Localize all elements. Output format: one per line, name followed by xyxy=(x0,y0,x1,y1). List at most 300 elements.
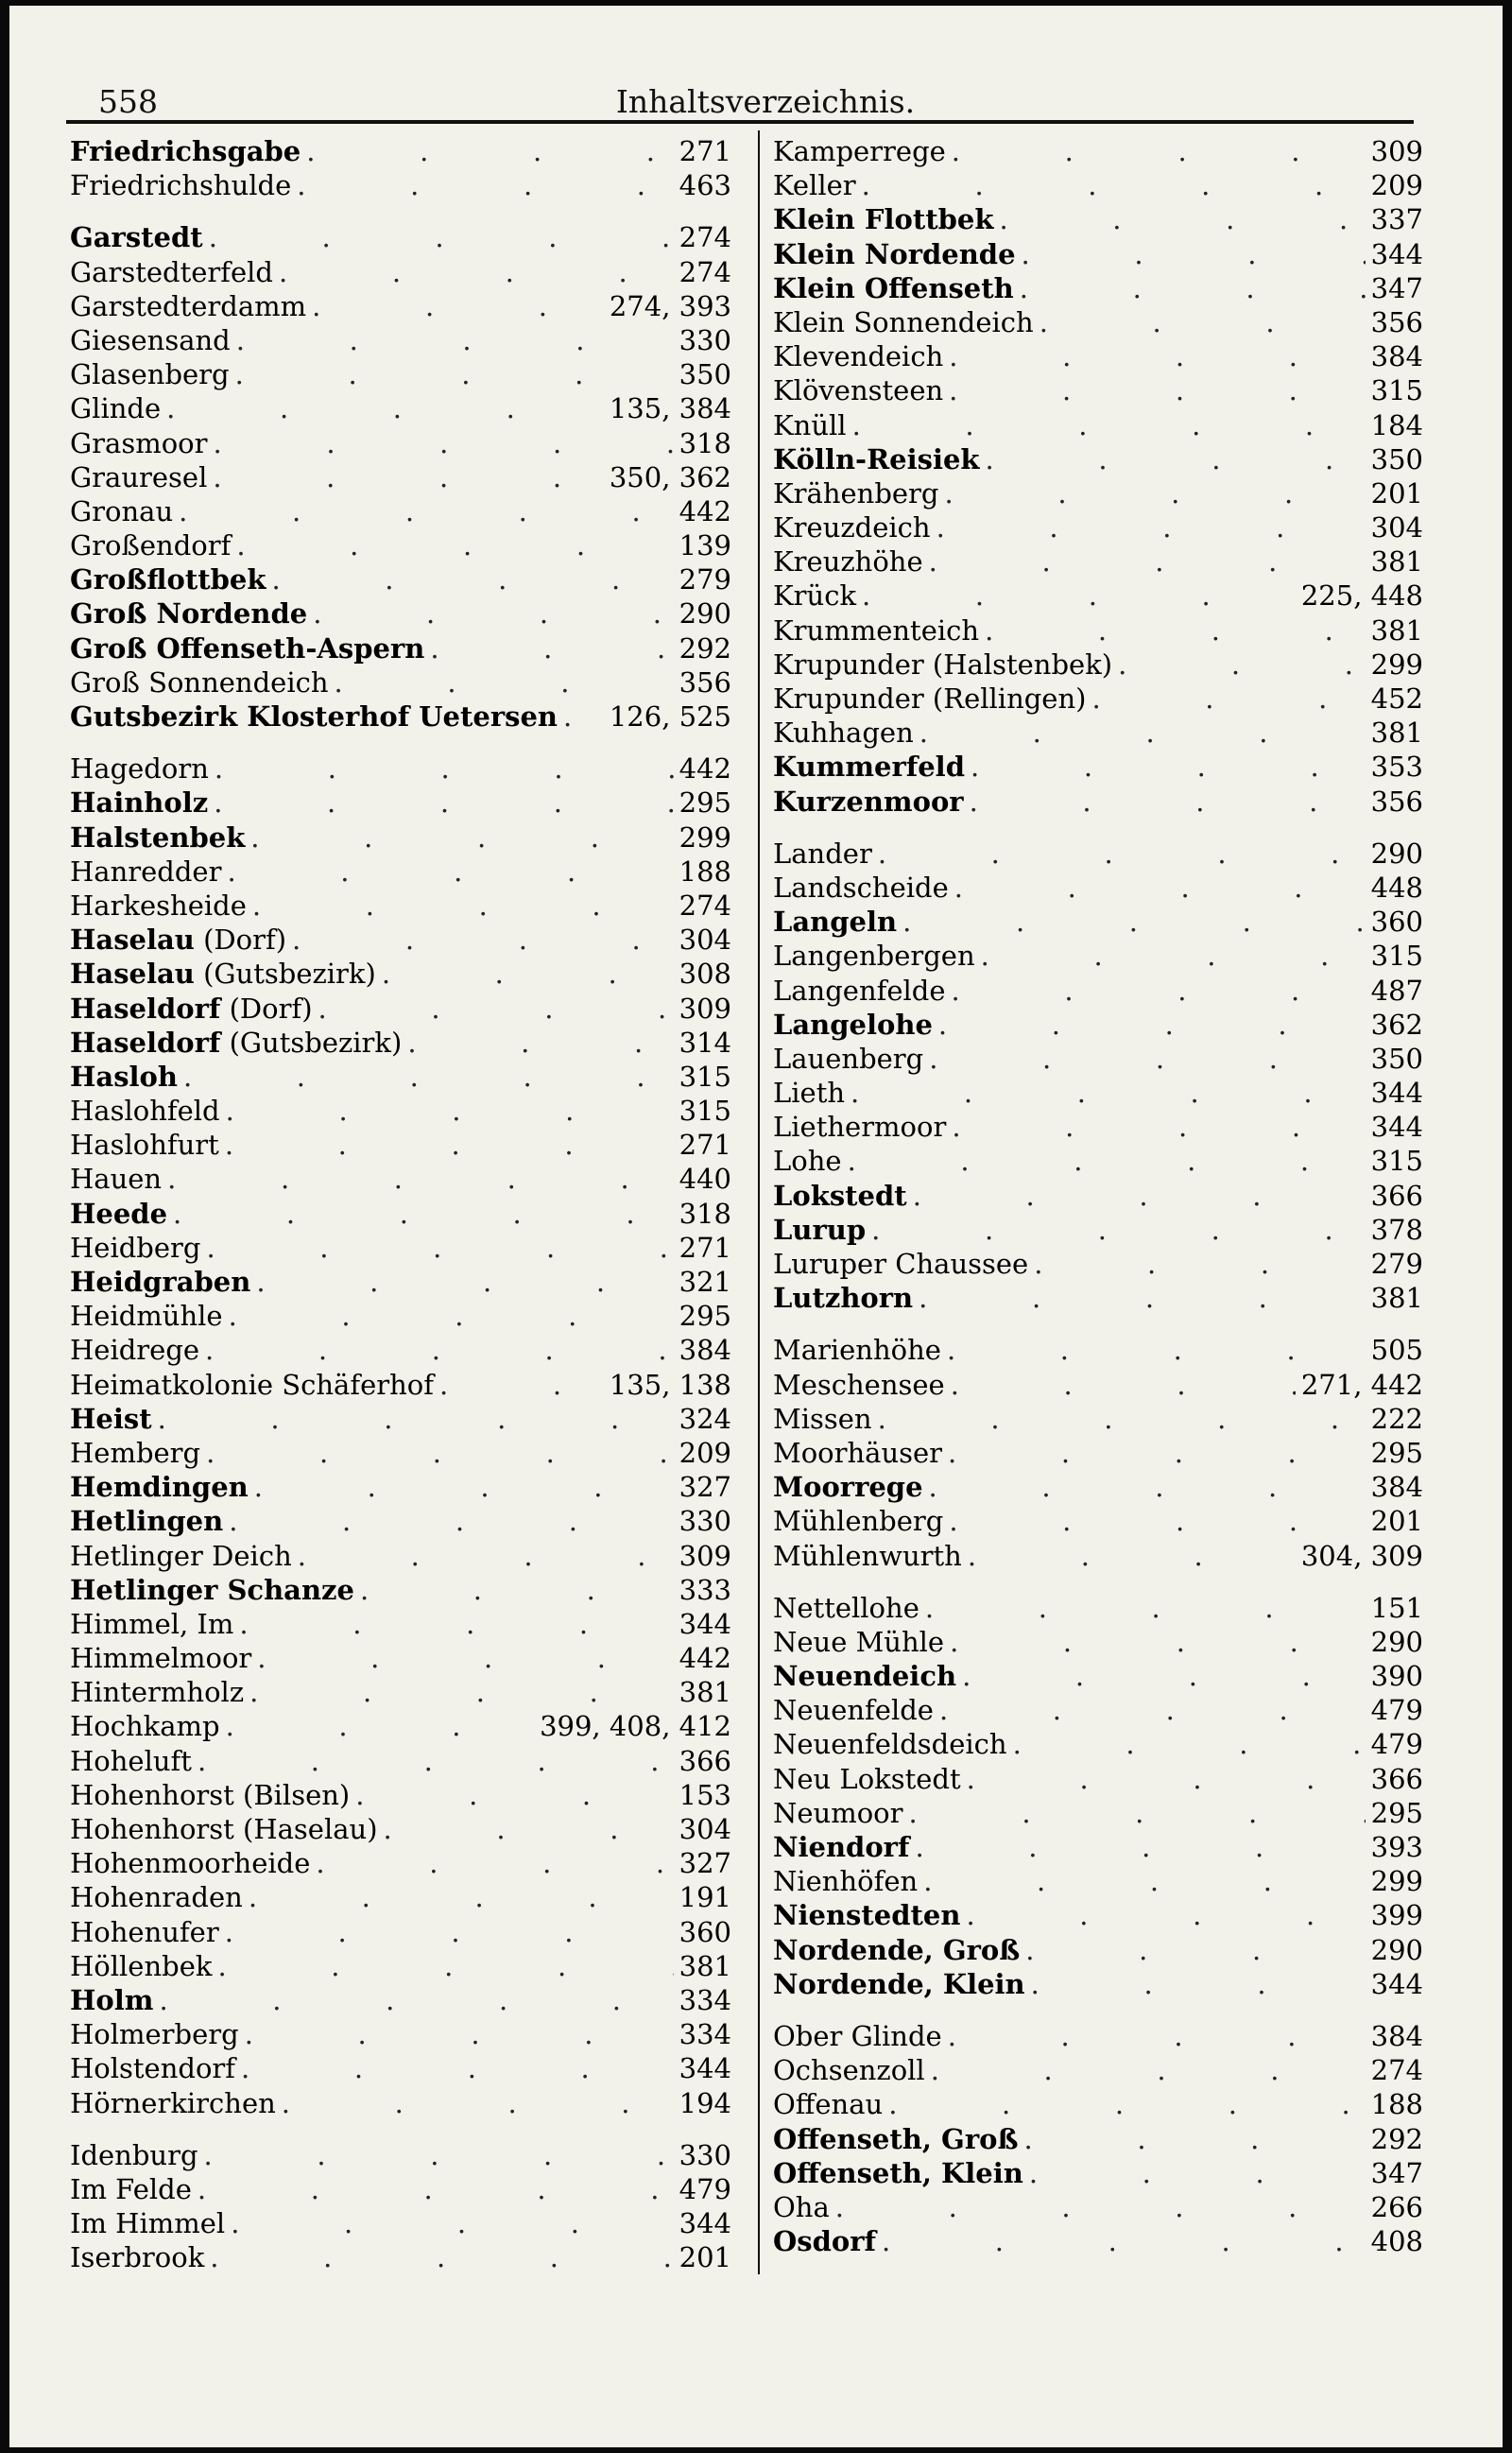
leader-dots xyxy=(952,974,1366,1008)
entry-name: Lauenberg xyxy=(773,1042,924,1075)
entry-pages: 225, 448 xyxy=(1300,579,1423,613)
entry-pages: 153 xyxy=(679,1778,731,1811)
index-entry xyxy=(773,750,1423,784)
leader-dots xyxy=(252,889,674,923)
entry-pages: 318 xyxy=(679,1197,731,1230)
entry-pages: 201 xyxy=(1370,1505,1423,1538)
index-entry xyxy=(773,168,1423,202)
leader-dots xyxy=(878,1402,1366,1436)
entry-name: Großendorf xyxy=(70,529,232,562)
index-entry xyxy=(773,2019,1423,2053)
leader-dots xyxy=(952,1110,1365,1144)
index-entry xyxy=(773,1727,1423,1761)
header-rule xyxy=(66,120,1414,124)
leader-dots xyxy=(902,905,1366,939)
entry-name: Haslohfeld xyxy=(70,1095,220,1128)
entry-pages: 299 xyxy=(1370,648,1423,681)
leader-dots xyxy=(198,1744,674,1778)
entry-pages: 304, 309 xyxy=(1300,1539,1423,1572)
index-entry xyxy=(70,460,731,494)
entry-pages: 463 xyxy=(679,169,731,202)
entry-pages: 315 xyxy=(679,1060,731,1093)
index-entry xyxy=(773,1042,1423,1076)
index-entry xyxy=(70,1026,731,1060)
index-entry xyxy=(70,957,731,991)
leader-dots xyxy=(198,2172,674,2206)
entry-pages: 271, 442 xyxy=(1300,1368,1423,1401)
entry-name: Glasenberg xyxy=(70,358,230,391)
entry-pages: 333 xyxy=(679,1573,731,1606)
leader-dots xyxy=(929,544,1366,579)
leader-dots xyxy=(939,1693,1366,1727)
index-entry xyxy=(70,631,731,665)
entry-name: Krummenteich xyxy=(773,613,980,647)
entry-name: Giesensand xyxy=(70,323,231,356)
entry-name: Iserbrook xyxy=(70,2241,205,2274)
index-entry xyxy=(70,255,731,289)
index-entry xyxy=(773,939,1423,973)
leader-dots xyxy=(384,1812,674,1846)
entry-name: Hintermholz xyxy=(70,1676,245,1709)
leader-dots xyxy=(962,1659,1366,1693)
leader-dots xyxy=(355,1778,673,1812)
entry-pages: 126, 525 xyxy=(609,700,731,733)
entry-name: Missen xyxy=(773,1402,872,1435)
index-entry xyxy=(773,1693,1423,1727)
leader-dots xyxy=(236,323,674,357)
entry-pages: 479 xyxy=(679,2172,731,2205)
entry-pages: 266 xyxy=(1370,2190,1423,2223)
leader-dots xyxy=(878,837,1366,871)
entry-name: Gutsbezirk Klosterhof Uetersen xyxy=(70,700,558,733)
entry-pages: 381 xyxy=(1370,717,1423,750)
leader-dots xyxy=(209,220,674,254)
index-entry xyxy=(773,1591,1423,1625)
entry-pages: 295 xyxy=(679,786,731,820)
index-entry xyxy=(70,391,731,425)
entry-name: Lieth xyxy=(773,1077,846,1110)
entry-pages: 279 xyxy=(679,563,731,596)
index-entry xyxy=(773,1967,1423,2001)
index-entry xyxy=(773,339,1423,373)
leader-dots xyxy=(241,2051,674,2085)
index-entry xyxy=(70,1641,731,1675)
index-entry xyxy=(70,2240,731,2274)
entry-pages: 274 xyxy=(679,255,731,288)
entry-name: Heidrege xyxy=(70,1334,200,1367)
index-entry xyxy=(773,613,1423,648)
index-entry xyxy=(70,1504,731,1538)
entry-name: Heidmühle xyxy=(70,1300,223,1333)
entry-pages: 274, 393 xyxy=(609,289,731,322)
leader-dots xyxy=(256,1265,673,1299)
leader-dots xyxy=(159,1983,673,2017)
index-entry xyxy=(773,579,1423,613)
leader-dots xyxy=(257,1641,673,1675)
leader-dots xyxy=(852,408,1366,442)
entry-pages: 279 xyxy=(1370,1248,1423,1280)
index-entry xyxy=(70,1436,731,1470)
index-entry xyxy=(773,1659,1423,1693)
entry-name: Heede xyxy=(70,1197,168,1230)
entry-pages: 271 xyxy=(679,1231,731,1264)
entry-pages: 360 xyxy=(679,1915,731,1948)
index-entry xyxy=(773,1402,1423,1436)
index-entry xyxy=(70,289,731,323)
index-entry xyxy=(773,2156,1423,2190)
entry-name: Liethermoor xyxy=(773,1111,947,1144)
entry-name: Kamperrege xyxy=(773,135,946,167)
leader-dots xyxy=(213,426,673,460)
entry-name: Haselau xyxy=(70,924,195,957)
entry-name: Moorrege xyxy=(773,1471,923,1504)
entry-pages: 337 xyxy=(1370,203,1423,236)
entry-pages: 356 xyxy=(1370,785,1423,818)
index-entry xyxy=(773,271,1423,305)
index-entry xyxy=(773,1539,1423,1573)
entry-name: Hetlinger Deich xyxy=(70,1539,292,1572)
entry-name: Idenburg xyxy=(70,2138,198,2171)
index-entry xyxy=(70,1470,731,1504)
entry-pages: 448 xyxy=(1370,871,1423,904)
leader-dots xyxy=(835,2190,1366,2224)
entry-pages: 344 xyxy=(1370,1111,1423,1144)
entry-name: Kurzenmoor xyxy=(773,785,964,818)
entry-pages: 290 xyxy=(679,597,731,631)
index-entry xyxy=(773,1110,1423,1144)
entry-name: Hainholz xyxy=(70,786,209,820)
entry-name: Kreuzhöhe xyxy=(773,545,923,579)
index-entry xyxy=(773,510,1423,544)
leader-dots xyxy=(1029,2156,1366,2190)
entry-name: Holmerberg xyxy=(70,2018,239,2051)
leader-dots xyxy=(226,1094,674,1128)
entry-name: Luruper Chaussee xyxy=(773,1248,1029,1280)
entry-name: Friedrichsgabe xyxy=(70,135,301,167)
entry-name: Neu Lokstedt xyxy=(773,1762,961,1795)
leader-dots xyxy=(909,1796,1366,1830)
entry-name: Kummerfeld xyxy=(773,751,965,784)
leader-dots xyxy=(173,1197,674,1231)
leader-dots xyxy=(938,1008,1366,1042)
entry-name: Garstedterdamm xyxy=(70,289,307,322)
entry-pages: 442 xyxy=(679,1642,731,1675)
entry-pages: 271 xyxy=(679,135,731,167)
entry-name: Hohenmoorheide xyxy=(70,1847,311,1880)
index-entry xyxy=(773,1830,1423,1864)
entry-name: Heist xyxy=(70,1402,152,1435)
entry-name: Haslohfurt xyxy=(70,1129,219,1162)
entry-pages: 344 xyxy=(1370,1967,1423,2000)
entry-pages: 308 xyxy=(679,958,731,991)
entry-name: Kölln-Reisiek xyxy=(773,442,980,475)
entry-pages: 344 xyxy=(679,1607,731,1640)
index-entry xyxy=(70,1402,731,1436)
entry-name: Hohenhorst (Bilsen) xyxy=(70,1778,351,1811)
entry-pages: 314 xyxy=(679,1026,731,1059)
index-entry xyxy=(70,855,731,889)
entry-pages: 344 xyxy=(1370,237,1423,270)
leader-dots xyxy=(206,1231,673,1265)
index-entry xyxy=(70,323,731,357)
leader-dots xyxy=(950,1625,1366,1659)
index-entry xyxy=(70,1607,731,1641)
entry-name: Friedrichshulde xyxy=(70,169,292,202)
entry-name: Neuendeich xyxy=(773,1660,957,1693)
entry-name: Garstedterfeld xyxy=(70,255,273,288)
entry-pages: 184 xyxy=(1370,408,1423,441)
entry-pages: 299 xyxy=(679,821,731,854)
index-entry xyxy=(70,168,731,202)
entry-pages: 274 xyxy=(1370,2054,1423,2087)
entry-pages: 315 xyxy=(679,1095,731,1128)
index-entry xyxy=(70,1573,731,1607)
entry-pages: 330 xyxy=(679,323,731,356)
leader-dots xyxy=(915,1830,1365,1864)
entry-pages: 194 xyxy=(679,2086,731,2119)
entry-name: Neuenfelde xyxy=(773,1694,934,1727)
entry-pages: 360 xyxy=(1370,906,1423,939)
entry-pages: 399, 408, 412 xyxy=(540,1710,731,1743)
index-entry xyxy=(70,1265,731,1299)
leader-dots xyxy=(205,1333,674,1367)
leader-dots xyxy=(167,1162,674,1196)
entry-pages: 191 xyxy=(679,1881,731,1914)
leader-dots xyxy=(882,2224,1366,2258)
entry-pages: 290 xyxy=(1370,837,1423,870)
index-entry xyxy=(70,2017,731,2051)
entry-name: Offenseth, Klein xyxy=(773,2156,1023,2189)
entry-name: Gronau xyxy=(70,494,174,527)
leader-dots xyxy=(1025,1933,1365,1967)
leader-dots xyxy=(966,1898,1365,1932)
entry-pages: 479 xyxy=(1370,1728,1423,1761)
entry-name: Holstendorf xyxy=(70,2052,236,2085)
index-entry xyxy=(70,700,731,734)
entry-name: Kuhhagen xyxy=(773,717,914,750)
entry-name: Grasmoor xyxy=(70,426,208,459)
entry-name: Ochsenzoll xyxy=(773,2054,925,2087)
entry-name: Ober Glinde xyxy=(773,2019,942,2052)
leader-dots xyxy=(312,289,604,323)
leader-dots xyxy=(947,1333,1366,1367)
leader-dots xyxy=(210,2240,673,2274)
entry-name: Klevendeich xyxy=(773,340,944,373)
entry-pages: 384 xyxy=(1370,340,1423,373)
entry-name: Neue Mühle xyxy=(773,1625,945,1658)
index-entry xyxy=(70,923,731,957)
entry-pages: 366 xyxy=(679,1744,731,1777)
index-column-left xyxy=(70,134,731,2274)
leader-dots xyxy=(279,255,674,289)
entry-name: Hohenufer xyxy=(70,1915,219,1948)
leader-dots xyxy=(919,1281,1366,1315)
entry-pages: 442 xyxy=(679,494,731,527)
entry-pages: 399 xyxy=(1370,1899,1423,1932)
index-entry xyxy=(70,665,731,700)
index-entry xyxy=(70,1060,731,1094)
entry-name: Klövensteen xyxy=(773,374,944,407)
leader-dots xyxy=(271,562,673,596)
leader-dots xyxy=(229,1299,674,1333)
index-entry xyxy=(70,821,731,855)
entry-pages: 304 xyxy=(679,1813,731,1845)
entry-pages: 321 xyxy=(679,1266,731,1298)
entry-pages: 344 xyxy=(679,2207,731,2240)
entry-pages: 295 xyxy=(1370,1436,1423,1469)
entry-pages: 135, 138 xyxy=(609,1368,731,1401)
entry-name: Heidberg xyxy=(70,1231,201,1264)
entry-name: Niendorf xyxy=(773,1831,910,1863)
index-entry xyxy=(773,1470,1423,1504)
index-entry xyxy=(70,562,731,596)
leader-dots xyxy=(236,528,673,562)
entry-name: Hanredder xyxy=(70,855,222,888)
index-entry xyxy=(70,528,731,562)
entry-name: Krupunder (Rellingen) xyxy=(773,682,1087,715)
leader-dots xyxy=(292,923,674,957)
entry-pages: 139 xyxy=(679,529,731,562)
entry-pages: 353 xyxy=(1370,751,1423,784)
entry-pages: 344 xyxy=(679,2052,731,2085)
entry-qualifier: (Gutsbezirk) xyxy=(220,1026,403,1059)
leader-dots xyxy=(999,202,1365,236)
entry-name: Hochkamp xyxy=(70,1710,220,1743)
leader-dots xyxy=(235,357,674,391)
entry-name: Klein Flottbek xyxy=(773,203,994,236)
entry-pages: 408 xyxy=(1370,2225,1423,2258)
entry-name: Lohe xyxy=(773,1145,842,1178)
leader-dots xyxy=(1023,2122,1365,2156)
index-entry xyxy=(70,1675,731,1709)
index-entry xyxy=(773,442,1423,476)
index-entry xyxy=(773,1864,1423,1898)
leader-dots xyxy=(951,1368,1296,1402)
index-entry xyxy=(773,476,1423,510)
leader-dots xyxy=(948,1436,1366,1470)
leader-dots xyxy=(949,339,1365,373)
entry-pages: 309 xyxy=(679,1539,731,1572)
entry-name: Haseldorf xyxy=(70,1026,221,1059)
entry-name: Klein Offenseth xyxy=(773,271,1014,304)
index-entry xyxy=(70,1846,731,1880)
entry-name: Krupunder (Halstenbek) xyxy=(773,648,1113,681)
leader-dots xyxy=(981,939,1366,973)
entry-name: Nordende, Groß xyxy=(773,1933,1021,1966)
entry-pages: 324 xyxy=(679,1402,731,1435)
index-entry xyxy=(773,544,1423,579)
index-entry xyxy=(70,1333,731,1367)
leader-dots xyxy=(1022,237,1366,271)
leader-dots xyxy=(254,1470,674,1504)
leader-dots xyxy=(249,1880,674,1914)
entry-pages: 315 xyxy=(1370,374,1423,407)
entry-pages: 350 xyxy=(679,358,731,391)
index-entry xyxy=(70,1949,731,1983)
index-entry xyxy=(70,357,731,391)
entry-pages: 366 xyxy=(1370,1762,1423,1795)
entry-qualifier: (Gutsbezirk) xyxy=(194,958,376,991)
entry-pages: 327 xyxy=(679,1847,731,1880)
entry-pages: 479 xyxy=(1370,1694,1423,1727)
leader-dots xyxy=(316,1846,673,1880)
entry-pages: 378 xyxy=(1370,1213,1423,1246)
entry-pages: 334 xyxy=(679,1983,731,2016)
entry-pages: 381 xyxy=(1370,545,1423,579)
leader-dots xyxy=(1020,271,1366,305)
entry-pages: 318 xyxy=(679,426,731,459)
leader-dots xyxy=(871,1213,1366,1247)
index-entry xyxy=(70,1128,731,1162)
leader-dots xyxy=(250,821,673,855)
entry-pages: 393 xyxy=(1370,1831,1423,1863)
leader-dots xyxy=(318,992,674,1026)
entry-pages: 135, 384 xyxy=(609,392,731,425)
entry-name: Groß Offenseth-Aspern xyxy=(70,631,425,665)
entry-name: Heimatkolonie Schäferhof xyxy=(70,1368,434,1401)
leader-dots xyxy=(954,871,1366,905)
index-column-right xyxy=(773,134,1423,2258)
leader-dots xyxy=(439,1368,604,1402)
entry-pages: 151 xyxy=(1370,1591,1423,1624)
leader-dots xyxy=(213,460,604,494)
entry-pages: 188 xyxy=(1370,2088,1423,2121)
entry-pages: 350, 362 xyxy=(609,460,731,493)
index-entry xyxy=(70,426,731,460)
entry-pages: 381 xyxy=(1370,1282,1423,1315)
leader-dots xyxy=(217,1949,673,1983)
leader-dots xyxy=(952,134,1366,168)
entry-name: Höllenbek xyxy=(70,1949,213,1982)
entry-pages: 299 xyxy=(1370,1865,1423,1898)
leader-dots xyxy=(967,1762,1366,1796)
entry-pages: 209 xyxy=(1370,169,1423,202)
index-entry xyxy=(773,2224,1423,2258)
entry-name: Haselau xyxy=(70,958,195,991)
leader-dots xyxy=(360,1573,674,1607)
entry-pages: 442 xyxy=(679,752,731,786)
entry-pages: 487 xyxy=(1370,974,1423,1007)
leader-dots xyxy=(931,2053,1366,2087)
entry-name: Hörnerkirchen xyxy=(70,2086,276,2119)
entry-name: Hetlinger Schanze xyxy=(70,1573,354,1606)
entry-pages: 384 xyxy=(1370,1471,1423,1504)
entry-pages: 292 xyxy=(679,631,731,665)
leader-dots xyxy=(229,1504,673,1538)
index-entry xyxy=(773,2087,1423,2121)
entry-pages: 295 xyxy=(679,1300,731,1333)
index-entry xyxy=(773,1213,1423,1247)
leader-dots xyxy=(231,2206,673,2240)
entry-name: Groß Nordende xyxy=(70,597,308,631)
entry-pages: 201 xyxy=(679,2241,731,2274)
entry-pages: 350 xyxy=(1370,1042,1423,1075)
leader-dots xyxy=(214,786,673,820)
entry-pages: 292 xyxy=(1370,2122,1423,2155)
entry-pages: 356 xyxy=(679,665,731,699)
leader-dots xyxy=(215,751,674,786)
entry-name: Osdorf xyxy=(773,2225,876,2258)
index-entry xyxy=(70,1778,731,1812)
index-entry xyxy=(773,1625,1423,1659)
leader-dots xyxy=(888,2087,1365,2121)
index-entry xyxy=(70,2051,731,2085)
entry-name: Harkesheide xyxy=(70,889,247,922)
entry-pages: 304 xyxy=(1370,511,1423,544)
index-entry xyxy=(70,1094,731,1128)
index-entry xyxy=(70,751,731,786)
entry-name: Mühlenwurth xyxy=(773,1539,962,1572)
